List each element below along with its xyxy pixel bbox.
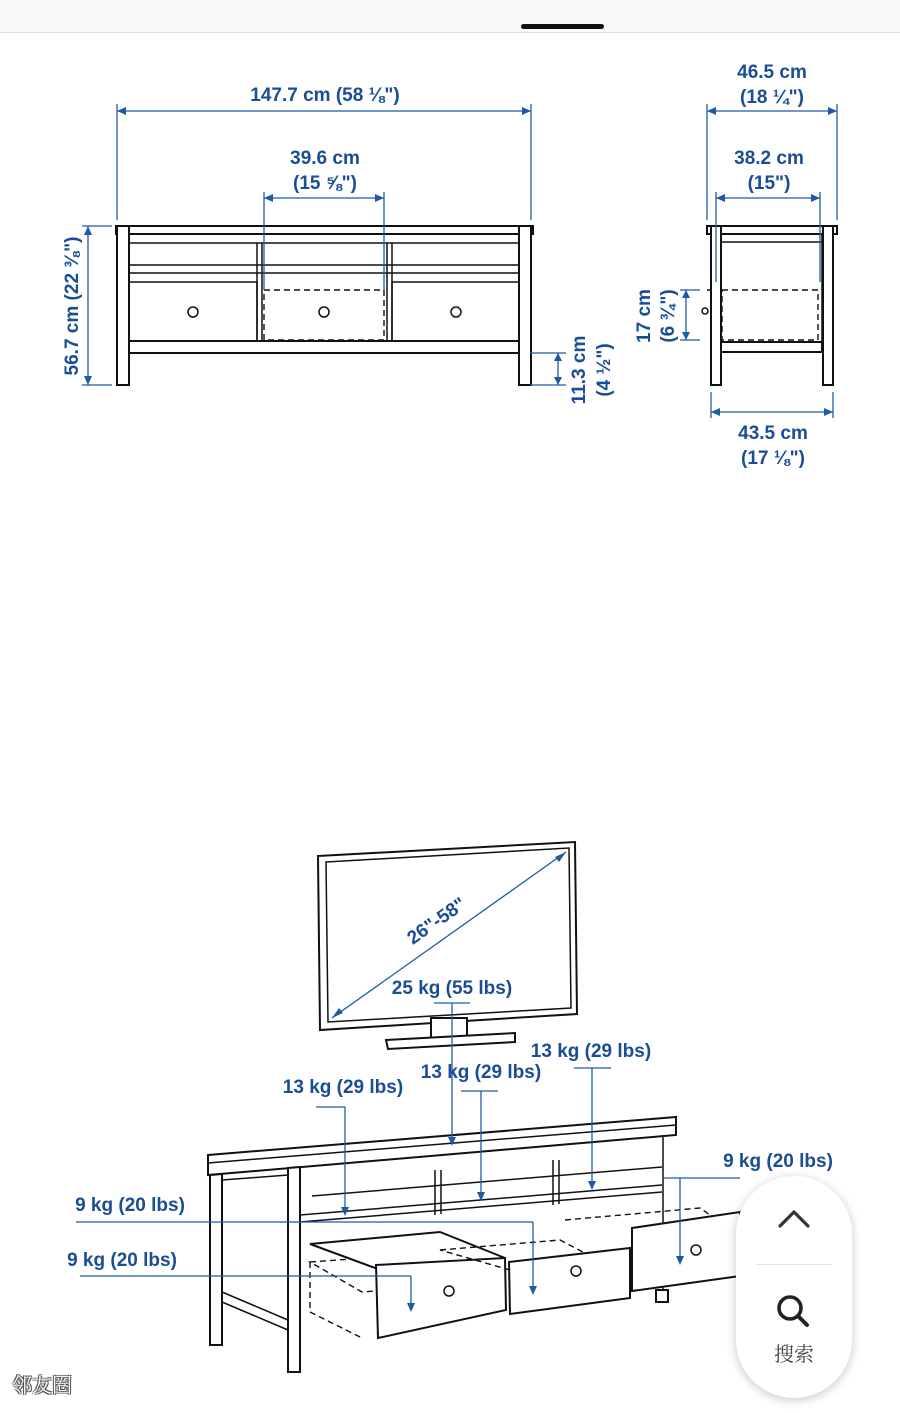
search-button[interactable] bbox=[736, 1276, 852, 1386]
leg-depth-in-label: (17 ⅛") bbox=[741, 448, 805, 469]
leg-height-in-label: (4 ½") bbox=[594, 343, 615, 397]
depth-in-label: (18 ¼") bbox=[740, 87, 804, 108]
floating-action-panel bbox=[736, 1176, 852, 1398]
search-icon bbox=[736, 1286, 852, 1346]
leg-height-cm-label: 11.3 cm bbox=[569, 335, 590, 405]
shelf-right-load-label: 13 kg (29 lbs) bbox=[530, 1041, 652, 1062]
drawer-width-in-label: (15 ⅝") bbox=[293, 173, 357, 194]
panel-divider bbox=[756, 1264, 832, 1265]
height-label: 56.7 cm (22 ⅜") bbox=[62, 236, 83, 376]
tv-size-label: 26"-58" bbox=[403, 893, 471, 950]
drawer-width-cm-label: 39.6 cm bbox=[290, 148, 360, 169]
watermark: 邻友圈 bbox=[12, 1373, 72, 1397]
scroll-to-top-button[interactable] bbox=[736, 1176, 852, 1264]
shelf-left-load-label: 13 kg (29 lbs) bbox=[282, 1077, 404, 1098]
front-view-drawing bbox=[82, 104, 566, 385]
drawer-right-load-label: 9 kg (20 lbs) bbox=[723, 1151, 833, 1172]
depth-cm-label: 46.5 cm bbox=[737, 62, 807, 83]
inner-depth-in-label: (15") bbox=[747, 173, 791, 194]
search-label: 搜索 bbox=[774, 1342, 814, 1366]
inner-depth-cm-label: 38.2 cm bbox=[734, 148, 804, 169]
leg-depth-cm-label: 43.5 cm bbox=[738, 423, 808, 444]
drawer-middle-load-label: 9 kg (20 lbs) bbox=[75, 1195, 185, 1216]
shelf-middle-load-label: 13 kg (29 lbs) bbox=[420, 1062, 542, 1083]
total-width-label: 147.7 cm (58 ⅛") bbox=[250, 85, 400, 106]
drawer-height-cm-label: 17 cm bbox=[634, 289, 655, 343]
drawer-height-in-label: (6 ¾") bbox=[658, 289, 679, 343]
drawer-left-load-label: 9 kg (20 lbs) bbox=[67, 1250, 177, 1271]
chevron-up-icon bbox=[736, 1176, 852, 1264]
top-load-label: 25 kg (55 lbs) bbox=[391, 978, 513, 999]
load-view-drawing bbox=[76, 842, 740, 1372]
